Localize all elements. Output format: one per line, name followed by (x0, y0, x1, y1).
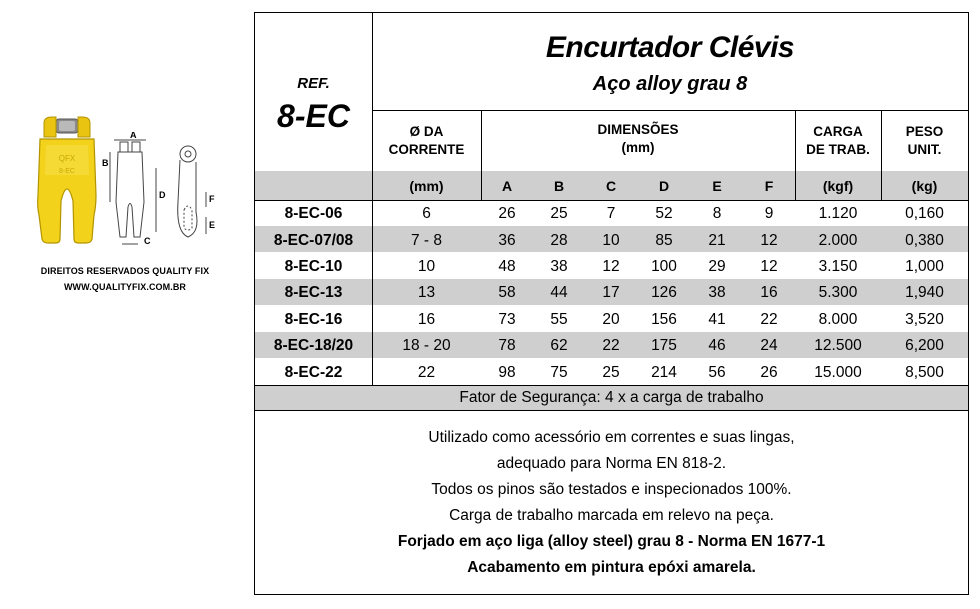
ref-label: REF. (297, 74, 330, 92)
cell-e: 56 (708, 363, 726, 381)
ref-code: 8-EC (277, 97, 350, 134)
cell-d: 126 (651, 284, 677, 302)
cell-load: 8.000 (818, 310, 858, 328)
cell-ref: 8-EC-22 (284, 363, 343, 381)
cell-chain: 6 (422, 205, 431, 223)
cell-weight: 8,500 (905, 363, 944, 381)
cell-f: 16 (760, 284, 778, 302)
cell-weight: 3,520 (905, 310, 944, 328)
cell-weight: 1,940 (905, 284, 944, 302)
cell-b: 25 (550, 205, 568, 223)
unit-e: E (712, 177, 722, 194)
unit-c: C (605, 177, 617, 194)
cell-ref: 8-EC-10 (284, 257, 343, 275)
cell-ref: 8-EC-13 (284, 284, 343, 302)
cell-f: 26 (760, 363, 778, 381)
dim-label-b: B (102, 158, 109, 168)
cell-e: 41 (708, 310, 726, 328)
product-subtitle: Aço alloy grau 8 (592, 72, 748, 95)
cell-c: 12 (602, 257, 620, 275)
unit-chain: (mm) (409, 177, 444, 194)
cell-b: 44 (550, 284, 568, 302)
technical-drawing (100, 132, 218, 248)
cell-a: 58 (498, 284, 516, 302)
cell-f: 12 (760, 231, 778, 249)
cell-e: 46 (708, 337, 726, 355)
product-title: Encurtador Clévis (545, 31, 795, 64)
header-dimensions (481, 117, 795, 161)
cell-load: 1.120 (818, 205, 858, 223)
cell-e: 8 (712, 205, 722, 223)
cell-d: 100 (651, 257, 677, 275)
cell-c: 20 (602, 310, 620, 328)
cell-ref: 8-EC-06 (284, 205, 343, 223)
header-chain-line1: Ø DA (409, 124, 444, 139)
note-line-6: Acabamento em pintura epóxi amarela. (467, 559, 756, 576)
cell-chain: 18 - 20 (402, 337, 451, 355)
note-line-5: Forjado em aço liga (alloy steel) grau 8 - Norma EN 1677-1 (397, 533, 826, 550)
cell-b: 28 (550, 231, 568, 249)
cell-b: 75 (550, 363, 568, 381)
header-unit-weight (881, 119, 968, 163)
svg-text:8-EC: 8-EC (59, 168, 75, 175)
cell-a: 26 (498, 205, 516, 223)
note-line-4: Carga de trabalho marcada em relevo na peça. (449, 507, 774, 524)
cell-weight: 1,000 (905, 257, 944, 275)
cell-weight: 0,160 (905, 205, 944, 223)
note-line-2: adequado para Norma EN 818-2. (496, 455, 727, 472)
cell-d: 175 (651, 337, 677, 355)
cell-b: 55 (550, 310, 568, 328)
unit-a: A (501, 177, 513, 194)
cell-e: 21 (708, 231, 726, 249)
cell-chain: 7 - 8 (410, 231, 442, 249)
clevis-shortener-image (36, 115, 98, 245)
header-weight-line1: PESO (905, 124, 944, 139)
cell-chain: 22 (417, 363, 436, 381)
cell-d: 52 (655, 205, 673, 223)
unit-load: (kgf) (822, 177, 854, 194)
copyright-text: DIREITOS RESERVADOS QUALITY FIX (40, 266, 210, 276)
safety-factor: Fator de Segurança: 4 x a carga de trabalho (459, 388, 764, 406)
unit-f: F (764, 177, 774, 194)
header-weight-line2: UNIT. (907, 142, 942, 157)
dim-label-d: D (159, 190, 166, 200)
cell-f: 12 (760, 257, 778, 275)
cell-f: 24 (760, 337, 778, 355)
header-working-load (795, 119, 881, 163)
product-panel (0, 0, 250, 609)
cell-ref: 8-EC-18/20 (273, 337, 354, 355)
website-text: WWW.QUALITYFIX.COM.BR (63, 282, 187, 292)
cell-load: 3.150 (818, 257, 858, 275)
cell-load: 12.500 (814, 337, 862, 355)
cell-e: 29 (708, 257, 726, 275)
cell-chain: 10 (417, 257, 436, 275)
cell-weight: 0,380 (905, 231, 944, 249)
cell-c: 10 (602, 231, 620, 249)
cell-f: 9 (764, 205, 774, 223)
svg-text:QFX: QFX (58, 154, 76, 163)
cell-d: 85 (655, 231, 673, 249)
cell-chain: 13 (417, 284, 436, 302)
unit-b: B (553, 177, 565, 194)
cell-load: 2.000 (818, 231, 858, 249)
header-dim-line2: (mm) (621, 140, 655, 155)
notes-block (255, 425, 968, 581)
dim-label-e: E (209, 220, 216, 230)
cell-chain: 16 (417, 310, 436, 328)
dim-label-c: C (144, 236, 151, 246)
cell-a: 73 (498, 310, 516, 328)
cell-a: 78 (498, 337, 516, 355)
header-load-line1: CARGA (813, 124, 863, 139)
header-dim-line1: DIMENSÕES (597, 122, 679, 137)
unit-d: D (658, 177, 670, 194)
cell-ref: 8-EC-07/08 (273, 231, 354, 249)
cell-d: 214 (651, 363, 677, 381)
dim-label-a: A (130, 132, 137, 140)
cell-load: 15.000 (814, 363, 862, 381)
cell-a: 48 (498, 257, 516, 275)
header-chain-line2: CORRENTE (388, 142, 465, 157)
cell-weight: 6,200 (905, 337, 944, 355)
cell-b: 38 (550, 257, 568, 275)
cell-a: 36 (498, 231, 516, 249)
dim-label-f: F (209, 194, 215, 204)
cell-c: 7 (606, 205, 616, 223)
cell-ref: 8-EC-16 (284, 310, 343, 328)
header-load-line2: DE TRAB. (806, 142, 870, 157)
cell-a: 98 (498, 363, 516, 381)
note-line-3: Todos os pinos são testados e inspecionados 100%. (431, 481, 792, 498)
cell-b: 62 (550, 337, 568, 355)
cell-d: 156 (651, 310, 677, 328)
spec-table (254, 12, 969, 595)
cell-c: 22 (602, 337, 620, 355)
note-line-1: Utilizado como acessório em correntes e suas lingas, (428, 429, 795, 446)
cell-f: 22 (760, 310, 778, 328)
cell-e: 38 (708, 284, 726, 302)
unit-weight: (kg) (911, 177, 938, 194)
cell-c: 17 (602, 284, 620, 302)
header-chain-diameter (372, 119, 481, 163)
cell-c: 25 (602, 363, 620, 381)
cell-load: 5.300 (818, 284, 858, 302)
